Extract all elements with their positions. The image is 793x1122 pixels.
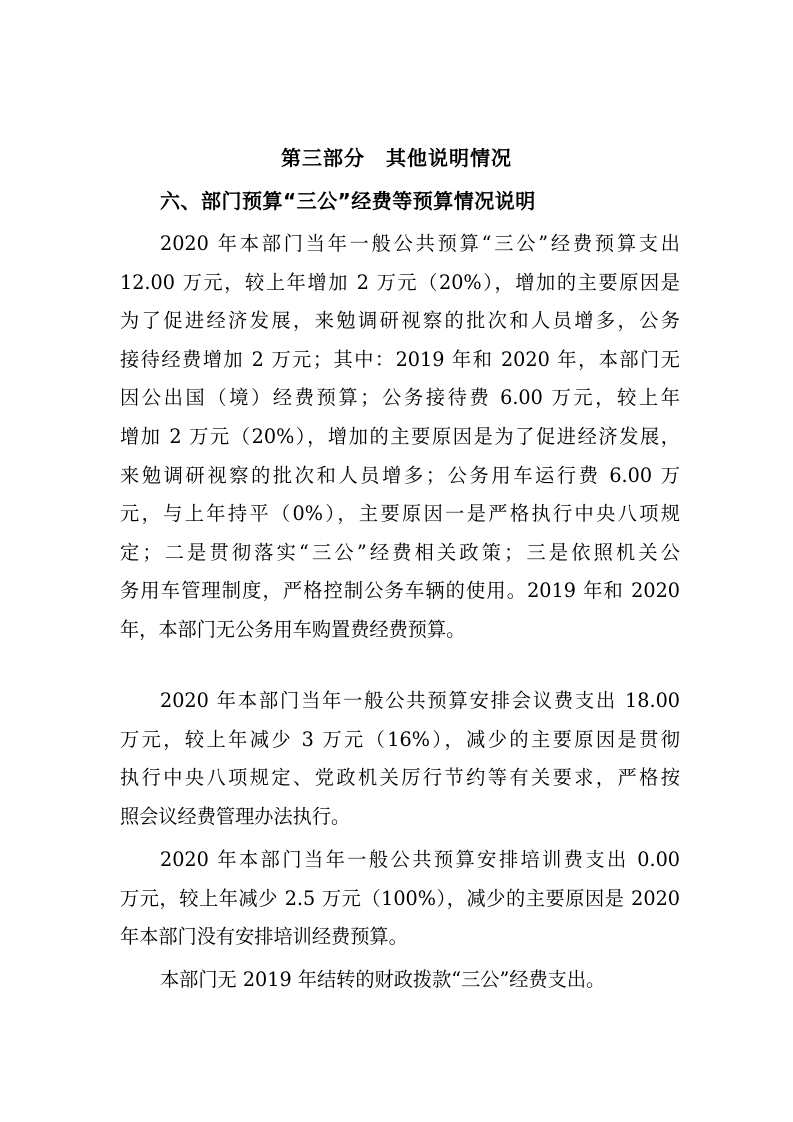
- paragraph-line: 接待经费增加 2 万元；其中：2019 年和 2020 年，本部门无: [120, 347, 680, 371]
- paragraph-line: 年，本部门无公务用车购置费经费预算。: [120, 617, 466, 641]
- paragraph-line: 照会议经费管理办法执行。: [120, 804, 351, 828]
- paragraph-carryover: [120, 961, 680, 1000]
- paragraph-line: 因公出国（境）经费预算；公务接待费 6.00 万元，较上年: [120, 386, 680, 410]
- paragraph-line: 年本部门没有安排培训经费预算。: [120, 925, 408, 949]
- paragraph-training-expenses: [120, 841, 680, 957]
- paragraph-line: 万元，较上年减少 3 万元（16%），减少的主要原因是贯彻: [120, 727, 680, 751]
- paragraph-line: 增加 2 万元（20%），增加的主要原因是为了促进经济发展，: [120, 424, 680, 448]
- paragraph-line: 定；二是贯彻落实“三公”经费相关政策；三是依照机关公: [120, 540, 680, 564]
- paragraph-line: 2020 年本部门当年一般公共预算安排培训费支出 0.00: [160, 848, 680, 871]
- paragraph-line: 12.00 万元，较上年增加 2 万元（20%），增加的主要原因是: [120, 270, 680, 294]
- paragraph-line: 执行中央八项规定、党政机关厉行节约等有关要求，严格按: [120, 766, 680, 790]
- paragraph-line: 元，与上年持平（0%），主要原因一是严格执行中央八项规: [120, 502, 680, 526]
- paragraph-meeting-expenses: [120, 682, 680, 836]
- paragraph-line: 来勉调研视察的批次和人员增多；公务用车运行费 6.00 万: [120, 463, 680, 487]
- paragraph-line: 2020 年本部门当年一般公共预算“三公”经费预算支出: [160, 232, 680, 255]
- paragraph-line: 务用车管理制度，严格控制公务车辆的使用。2019 年和 2020: [120, 579, 680, 603]
- section-heading: 六、部门预算“三公”经费等预算情况说明: [160, 189, 536, 213]
- paragraph-line: 2020 年本部门当年一般公共预算安排会议费支出 18.00: [160, 689, 680, 712]
- paragraph-line: 为了促进经济发展，来勉调研视察的批次和人员增多，公务: [120, 309, 680, 333]
- paragraph-three-public-expenses: [120, 225, 680, 650]
- part-title: 第三部分 其他说明情况: [281, 146, 512, 170]
- paragraph-line: 本部门无 2019 年结转的财政拨款“三公”经费支出。: [160, 968, 606, 991]
- paragraph-line: 万元，较上年减少 2.5 万元（100%），减少的主要原因是 2020: [120, 886, 680, 910]
